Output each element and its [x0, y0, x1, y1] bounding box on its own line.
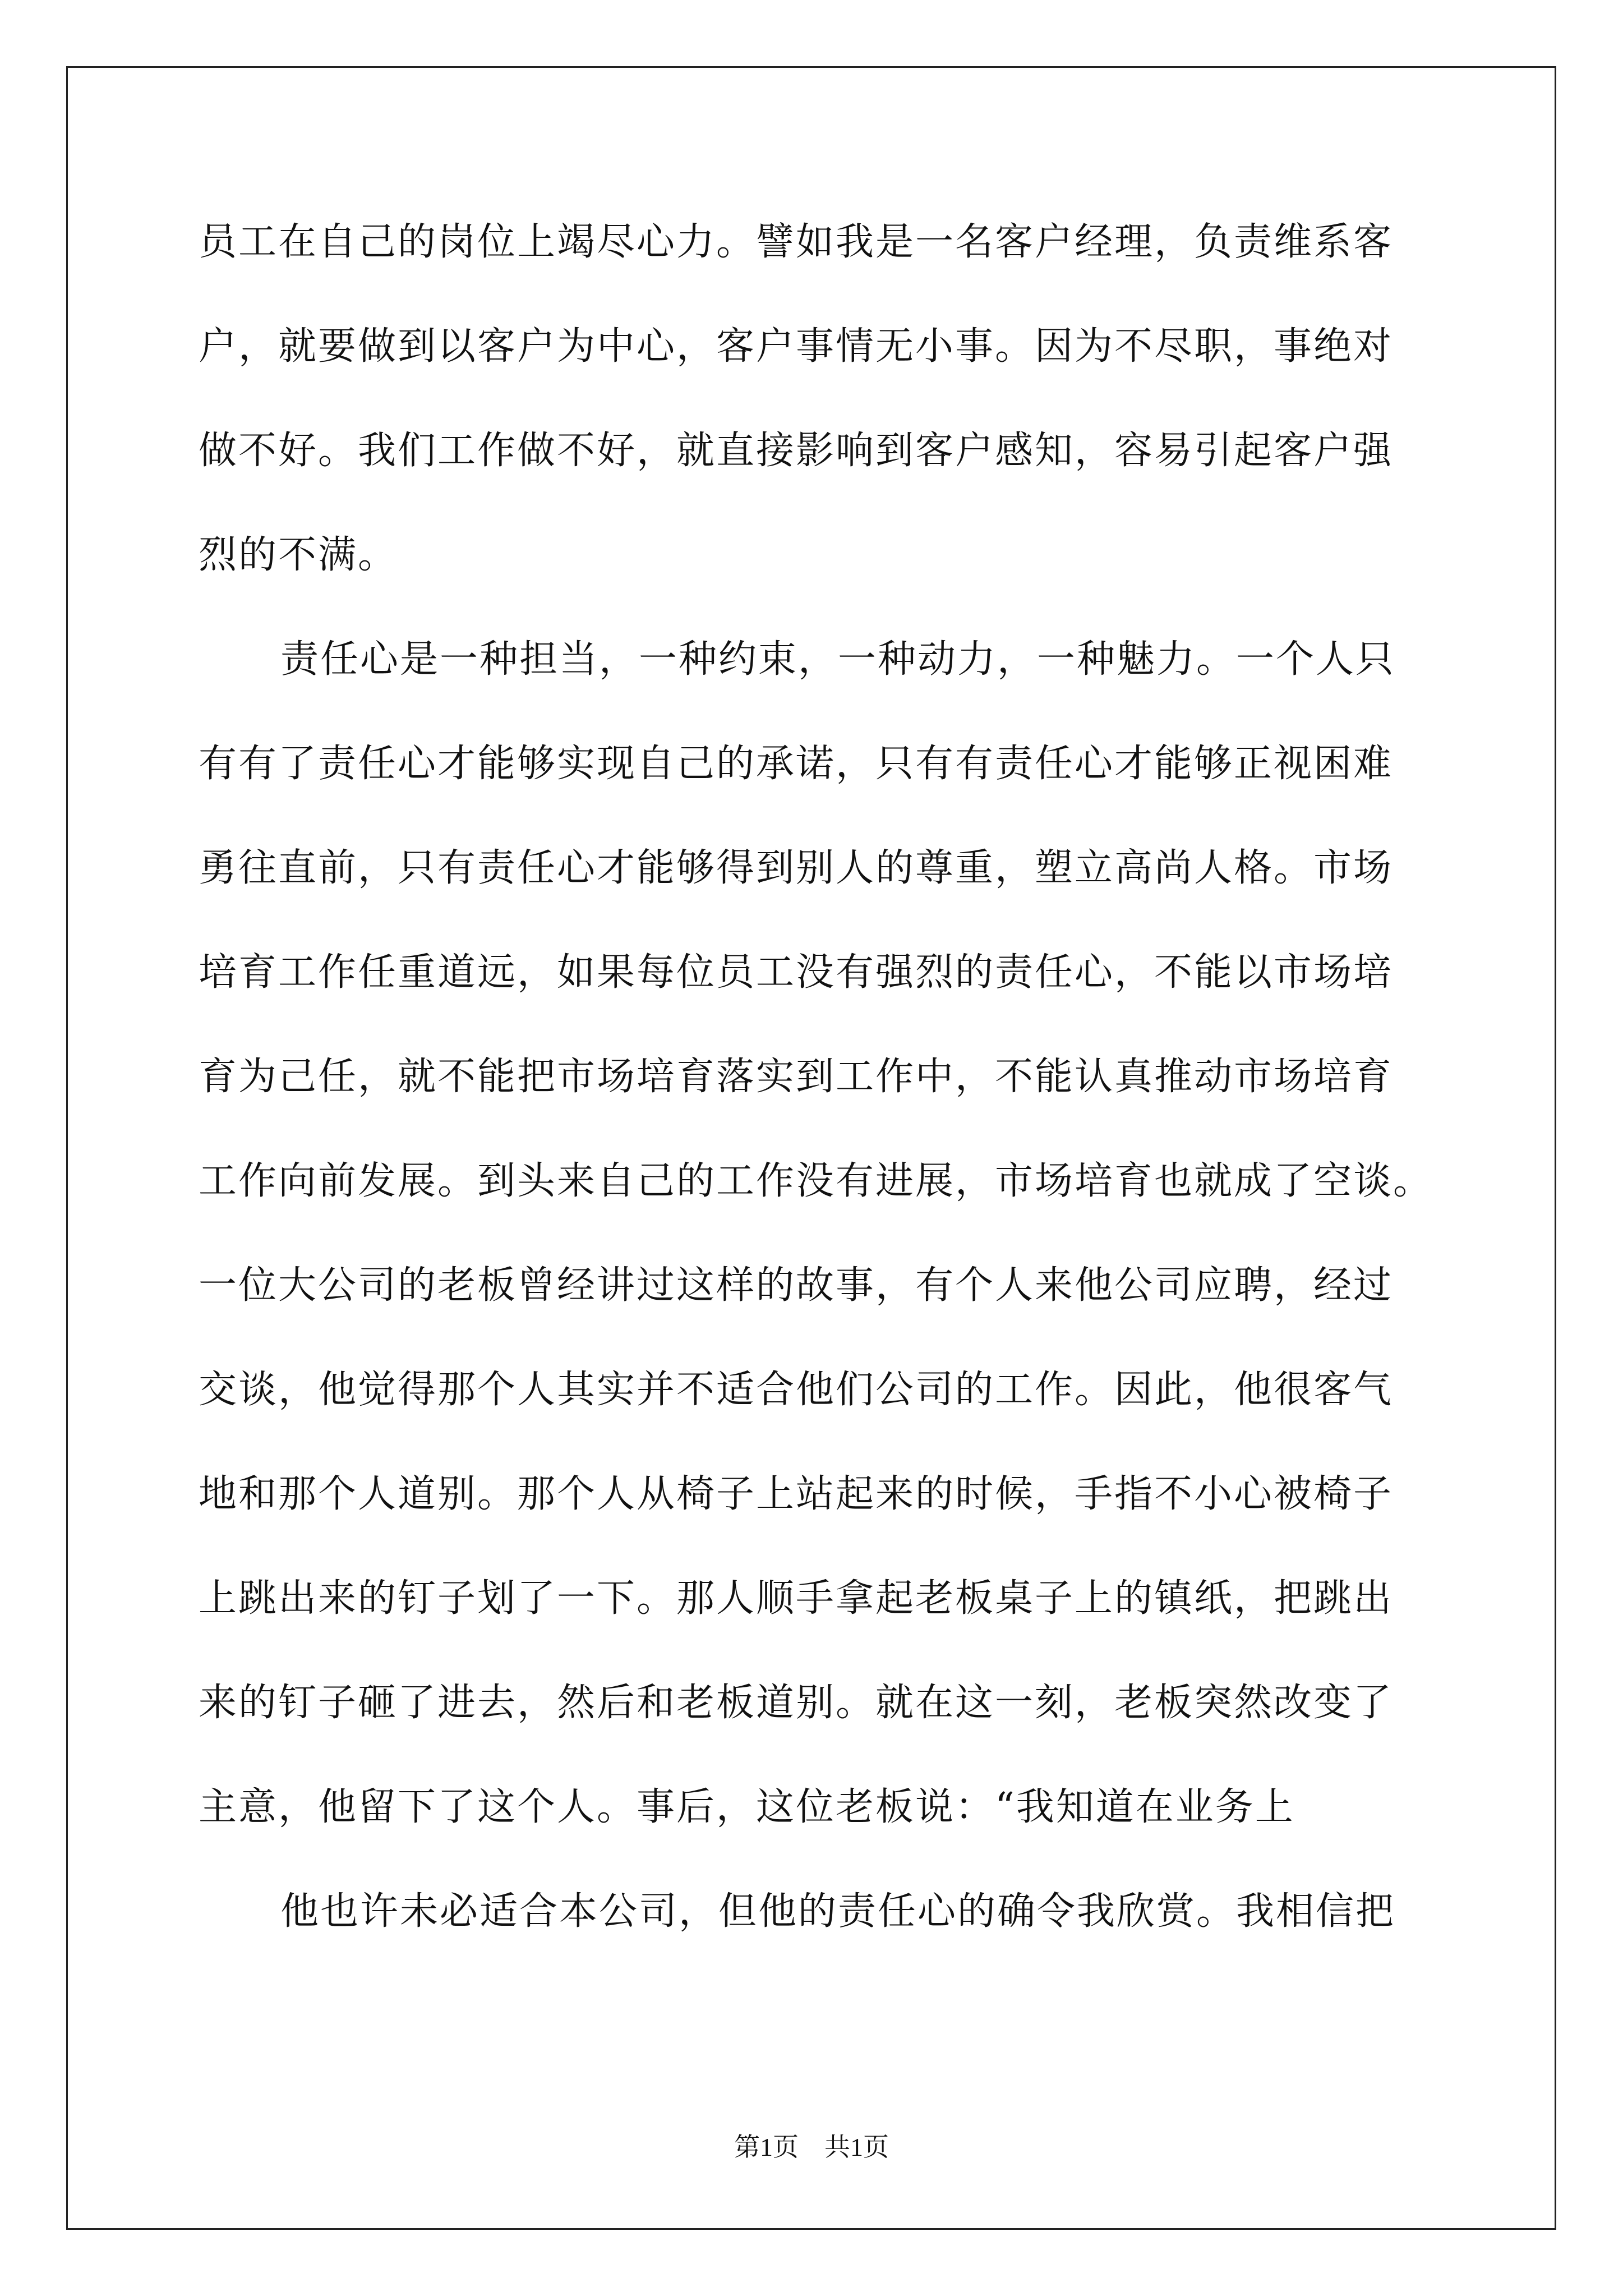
page-number-footer: 第1页 共1页 — [734, 2133, 889, 2161]
text-line: 育为己任，就不能把市场培育落实到工作中，不能认真推动市场培育 — [199, 1055, 1394, 1099]
text-line: 主意，他留下了这个人。事后，这位老板说：“我知道在业务上 — [199, 1785, 1295, 1829]
text-line: 有有了责任心才能够实现自己的承诺，只有有责任心才能够正视困难 — [199, 742, 1394, 786]
text-line: 员工在自己的岗位上竭尽心力。譬如我是一名客户经理，负责维系客 — [199, 220, 1394, 264]
text-line: 做不好。我们工作做不好，就直接影响到客户感知，容易引起客户强 — [199, 429, 1394, 473]
text-line: 培育工作任重道远，如果每位员工没有强烈的责任心，不能以市场培 — [199, 950, 1394, 995]
text-line: 烈的不满。 — [199, 533, 398, 577]
text-line: 来的钉子砸了进去，然后和老板道别。就在这一刻，老板突然改变了 — [199, 1681, 1394, 1725]
text-line: 工作向前发展。到头来自己的工作没有进展，市场培育也就成了空谈。 — [199, 1159, 1433, 1203]
text-line: 一位大公司的老板曾经讲过这样的故事，有个人来他公司应聘，经过 — [199, 1263, 1394, 1308]
text-line: 上跳出来的钉子划了一下。那人顺手拿起老板桌子上的镇纸，把跳出 — [199, 1576, 1394, 1621]
text-line: 交谈，他觉得那个人其实并不适合他们公司的工作。因此，他很客气 — [199, 1368, 1394, 1412]
text-line: 户，就要做到以客户为中心，客户事情无小事。因为不尽职，事绝对 — [199, 324, 1394, 369]
text-line: 勇往直前，只有责任心才能够得到别人的尊重，塑立高尚人格。市场 — [199, 846, 1394, 890]
text-line: 地和那个人道别。那个人从椅子上站起来的时候，手指不小心被椅子 — [199, 1472, 1394, 1516]
text-line: 责任心是一种担当，一种约束，一种动力，一种魅力。一个人只 — [280, 637, 1396, 682]
text-line: 他也许未必适合本公司，但他的责任心的确令我欣赏。我相信把 — [280, 1889, 1396, 1934]
